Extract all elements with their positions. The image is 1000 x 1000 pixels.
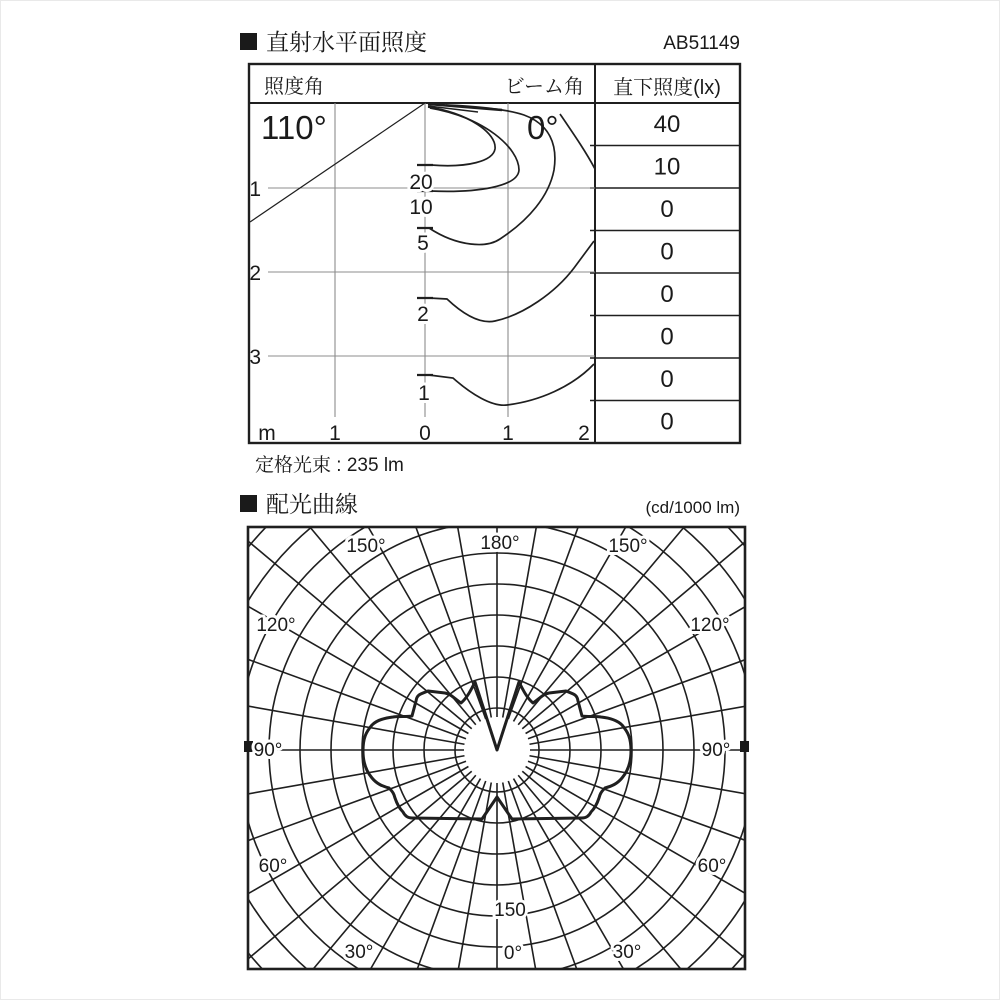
section1-title: 直射水平面照度 [266,29,427,55]
x-axis-label: 0 [419,422,431,445]
angle-label: 90° [253,740,283,761]
angle-label: 30° [344,942,374,963]
table-cell-value: 0 [660,238,674,266]
left-axis-labels [249,178,261,369]
angle-label: 30° [612,942,642,963]
table-cell-value: 0 [660,366,674,393]
table-cell-value: 0 [660,408,674,436]
radial-scale-label: 150 [494,900,526,921]
angle-label: 120° [256,615,296,636]
header-direct-illuminance: 直下照度(lx) [613,77,721,99]
table-row-lines [590,146,740,401]
x-axis-label: 1 [329,422,341,445]
angle-label: 120° [690,615,730,636]
distribution-curve-chart [97,350,897,1000]
angle-label: 90° [701,740,731,761]
y-axis-label: 1 [249,178,261,201]
contour-label: 5 [417,232,429,255]
left-90-tick [244,741,253,752]
angle-label: 60° [697,856,727,877]
illuminance-angle-value: 110° [261,109,327,146]
header-beam-angle: ビーム角 [504,76,584,98]
header-illuminance-angle: 照度角 [264,76,324,98]
angle-label: 150° [346,536,386,557]
x-axis-label: 1 [502,422,514,445]
rated-flux-label: 定格光束 : 235 lm [255,455,404,476]
table-cell-value: 0 [660,196,674,223]
contour-label: 20 [409,171,433,194]
section2-title: 配光曲線 [266,491,358,517]
table-cell-value: 10 [653,153,681,181]
angle-label: 180° [480,533,520,554]
cartesian-grid [268,103,595,417]
lux-contours [417,103,595,405]
contour-label: 2 [417,303,429,326]
direct-illuminance-chart [240,29,740,476]
product-code: AB51149 [663,33,740,54]
angle-label: 150° [608,536,648,557]
right-90-tick [740,741,749,752]
section-marker-icon [240,33,257,50]
contour-label: 1 [418,382,430,405]
table-cell-value: 0 [660,281,674,308]
contour-label: 10 [409,196,433,219]
table-cell-value: 40 [653,111,681,138]
beam-angle-value: 0° [527,109,559,146]
angle-label: 0° [503,943,523,964]
section-marker-icon [240,495,257,512]
x-axis-label: 2 [578,422,590,445]
x-axis-label: m [258,422,276,445]
y-axis-label: 3 [249,346,261,369]
y-axis-label: 2 [249,262,261,285]
table-cell-value: 0 [660,323,674,351]
bottom-axis-labels [258,422,590,445]
unit-label: (cd/1000 lm) [645,498,740,517]
angle-label: 60° [258,856,288,877]
contour-value-labels [409,171,432,405]
